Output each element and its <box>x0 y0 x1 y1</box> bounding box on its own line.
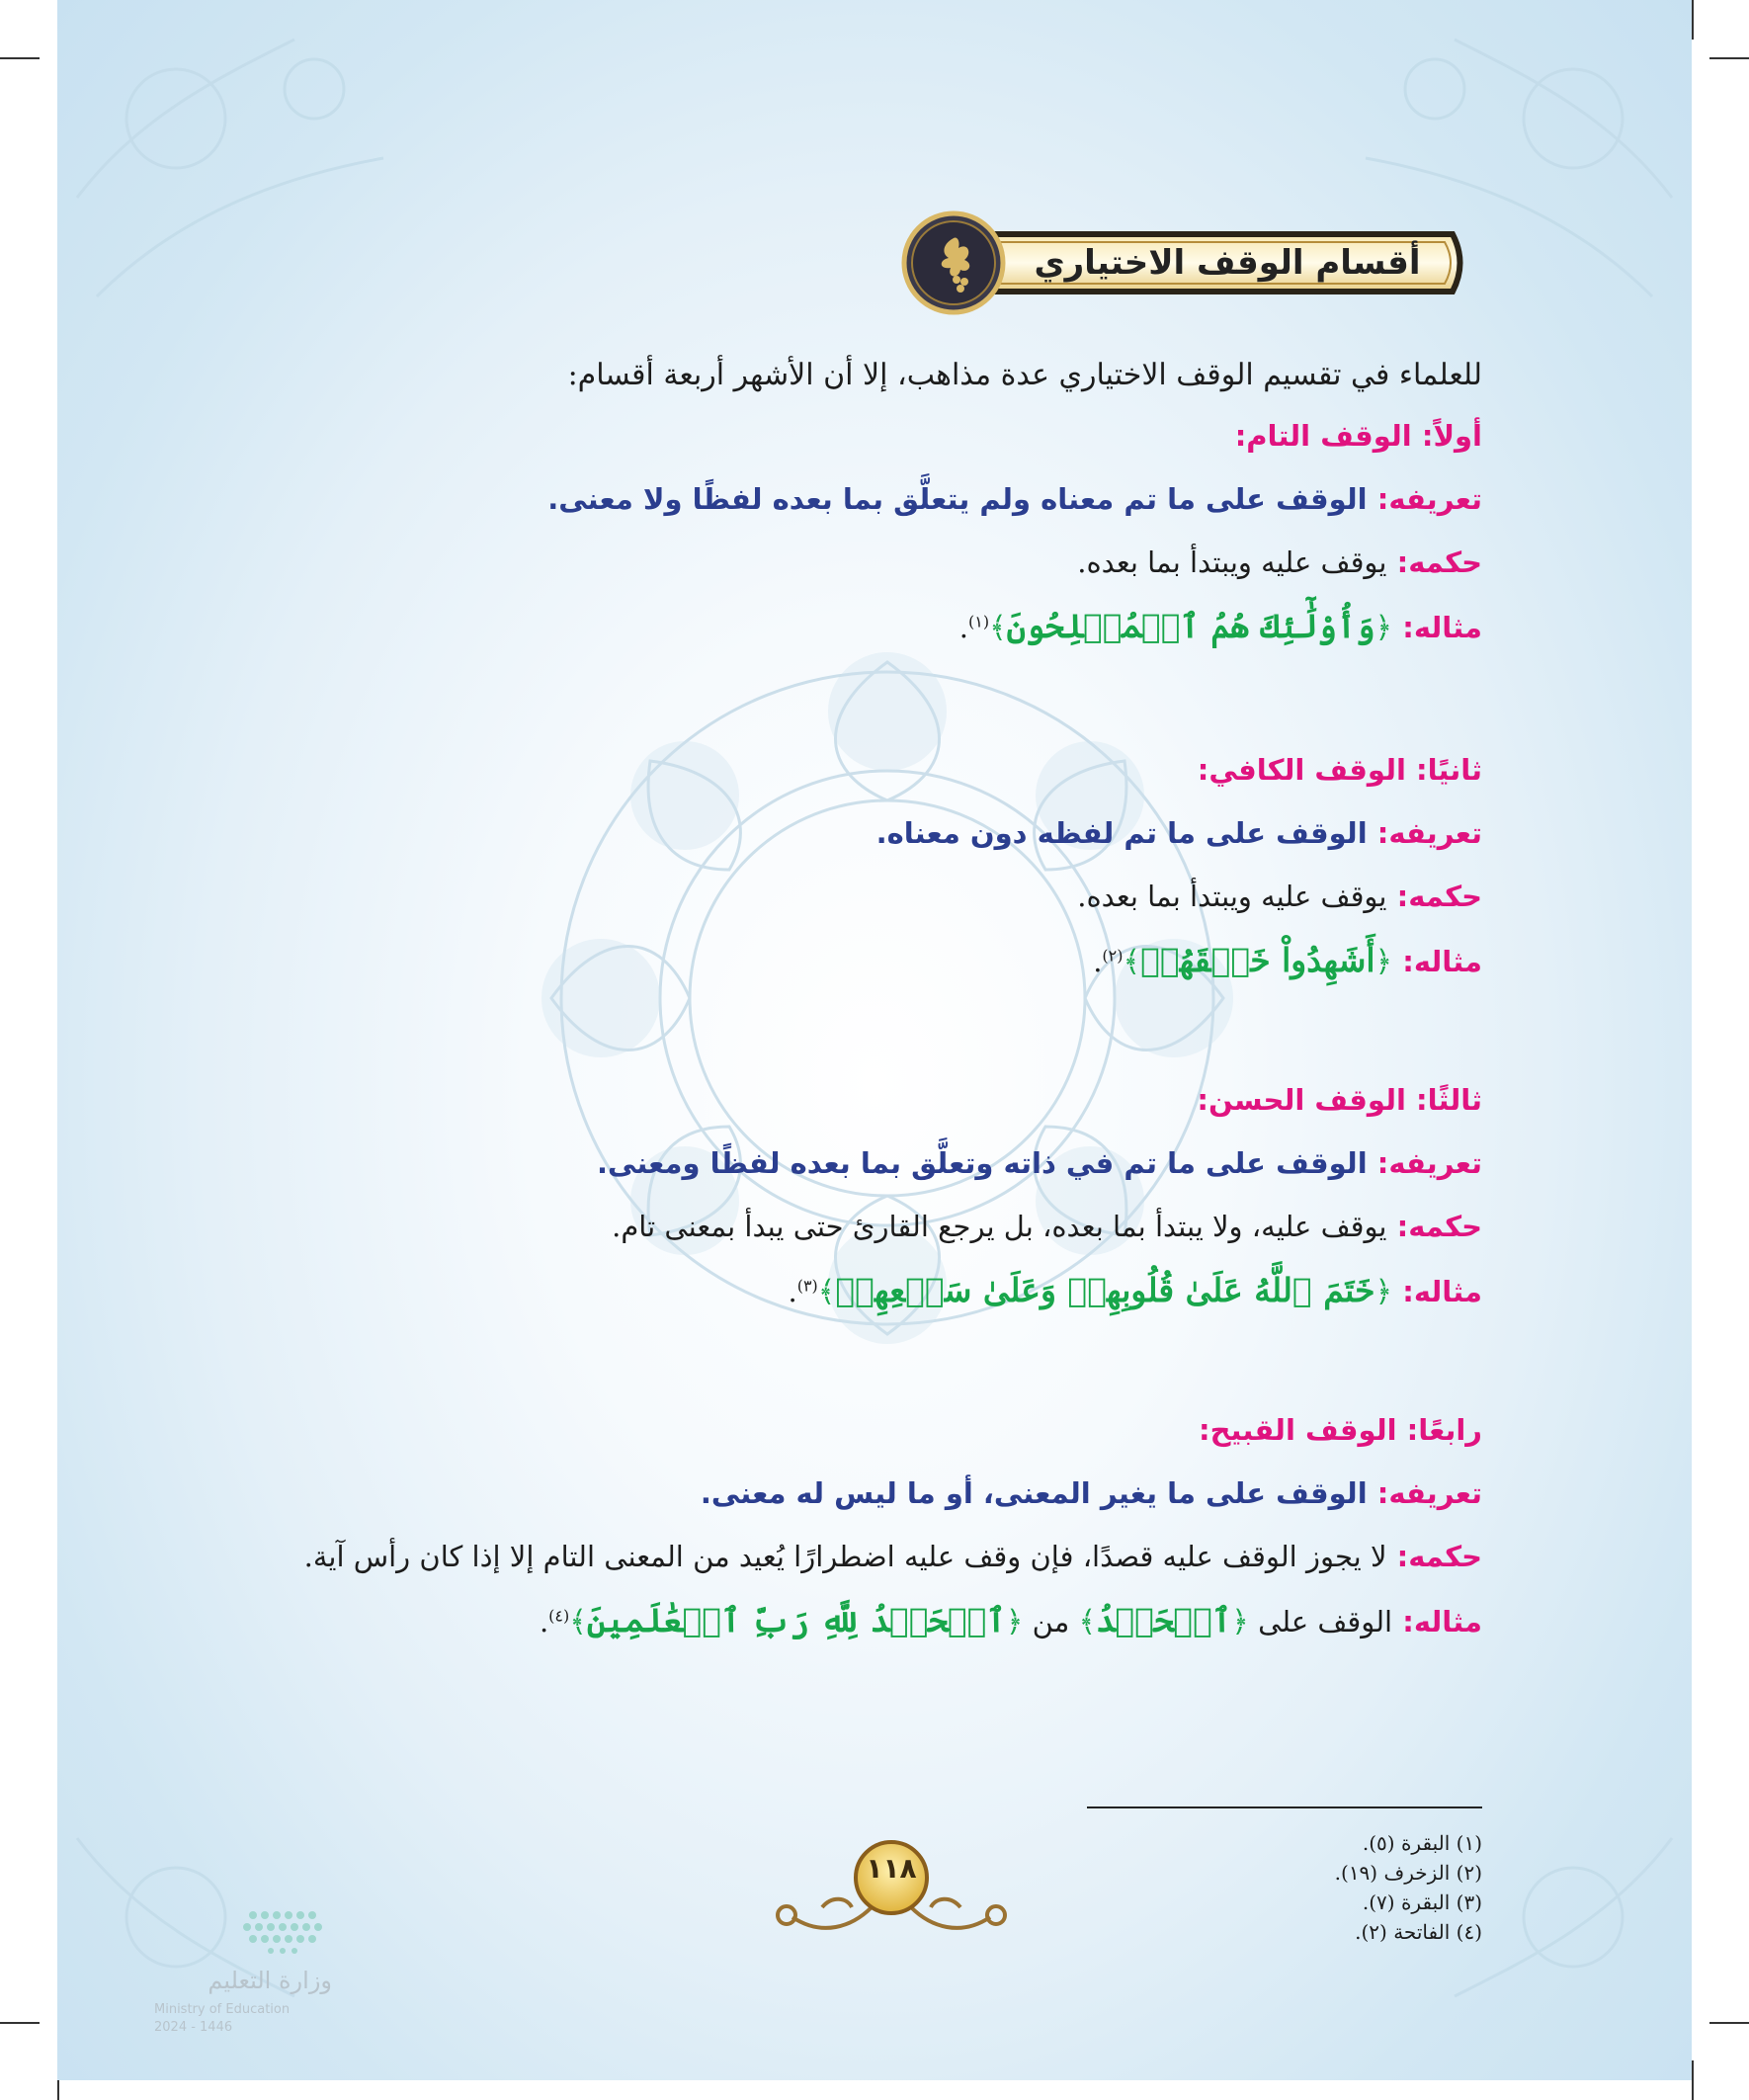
crop-mark <box>1692 0 1694 40</box>
intro-paragraph: للعلماء في تقسيم الوقف الاختياري عدة مذاهب، إلا أن الأشهر أربعة أقسام: <box>567 358 1482 392</box>
crop-mark <box>1692 2060 1694 2100</box>
example-label: مثاله <box>1413 1275 1482 1308</box>
footnote-item: (١) البقرة (٥). <box>1362 1831 1482 1855</box>
ruling-line: حكمه: لا يجوز الوقف عليه قصدًا، فإن وقف عليه اضطرارًا يُعيد من المعنى التام إلا إذا كان رأس آية. <box>303 1540 1482 1573</box>
ministry-name-ar: وزارة التعليم <box>208 1967 332 1994</box>
ministry-name-en: Ministry of Education <box>154 2002 291 2017</box>
section-heading: ثالثًا: الوقف الحسن: <box>1197 1083 1482 1117</box>
definition-label: تعريفه <box>1388 1146 1482 1180</box>
ruling-text: يوقف عليه، ولا يبتدأ بما بعده، بل يرجع القارئ حتى يبدأ بمعنى تام. <box>612 1210 1387 1243</box>
footnote-item: (٢) الزخرف (١٩). <box>1334 1861 1482 1885</box>
section-heading: رابعًا: الوقف القبيح: <box>1199 1413 1482 1447</box>
page-title: أقسام الوقف الاختياري <box>1034 243 1421 283</box>
definition-line: تعريفه: الوقف على ما يغير المعنى، أو ما ليس له معنى. <box>700 1476 1482 1510</box>
quran-verse: أَشَهِدُواْ خَلۡقَهُمۡ <box>1140 941 1375 979</box>
section-heading: أولاً: الوقف التام: <box>1234 419 1482 453</box>
quran-verse: ٱلۡحَمۡدُ لِلَّهِ رَبِّ ٱلۡعَٰلَمِينَ <box>586 1601 1006 1639</box>
ruling-text: لا يجوز الوقف عليه قصدًا، فإن وقف عليه اضطرارًا يُعيد من المعنى التام إلا إذا كان رأس آية. <box>303 1540 1387 1573</box>
example-line: مثاله: الوقف على ﴿ٱلۡحَمۡدُ﴾ من ﴿ٱلۡحَمۡدُ لِلَّهِ رَبِّ ٱلۡعَٰلَمِينَ﴾$^{(٤)}$. <box>539 1601 1482 1639</box>
crop-mark <box>1709 57 1749 59</box>
example-label: مثاله <box>1413 1605 1482 1638</box>
ministry-logo <box>154 1905 332 2044</box>
ministry-year: 2024 - 1446 <box>154 2020 233 2035</box>
corner-ornament-icon <box>57 0 413 356</box>
ruling-text: يوقف عليه ويبتدأ بما بعده. <box>1077 880 1387 913</box>
crop-mark <box>0 2022 40 2024</box>
quran-verse: ٱلۡحَمۡدُ <box>1096 1601 1232 1639</box>
ruling-label: حكمه <box>1408 1210 1482 1243</box>
ruling-text: يوقف عليه ويبتدأ بما بعده. <box>1077 546 1387 579</box>
footnote-ref: (١) <box>967 612 990 631</box>
footnote-ref: (٣) <box>796 1276 818 1296</box>
ruling-line: حكمه: يوقف عليه، ولا يبتدأ بما بعده، بل يرجع القارئ حتى يبدأ بمعنى تام. <box>612 1210 1482 1243</box>
definition-label: تعريفه <box>1388 816 1482 850</box>
example-line: مثاله: ﴿وَأُوْلَٰٓئِكَ هُمُ ٱلۡمُفۡلِحُونَ﴾$^{(١)}$. <box>958 607 1482 645</box>
crop-mark <box>1709 2022 1749 2024</box>
example-label: مثاله <box>1413 945 1482 978</box>
book-page <box>57 0 1692 2080</box>
footnote-item: (٤) الفاتحة (٢). <box>1355 1920 1482 1944</box>
ruling-label: حكمه <box>1408 546 1482 579</box>
definition-text: الوقف على ما يغير المعنى، أو ما ليس له معنى. <box>700 1476 1368 1510</box>
footnote-divider <box>1087 1806 1482 1808</box>
page-number: ١١٨ <box>866 1852 917 1885</box>
section-heading: ثانيًا: الوقف الكافي: <box>1197 753 1482 787</box>
footnotes <box>1087 1828 1482 1947</box>
ruling-label: حكمه <box>1408 880 1482 913</box>
section-title-banner <box>899 205 1482 321</box>
definition-text: الوقف على ما تم لفظه دون معناه. <box>875 816 1368 850</box>
quran-verse: وَأُوْلَٰٓئِكَ هُمُ ٱلۡمُفۡلِحُونَ <box>1006 607 1375 645</box>
footnote-item: (٣) البقرة (٧). <box>1362 1890 1482 1914</box>
page-number-badge <box>852 1838 931 1917</box>
definition-line: تعريفه: الوقف على ما تم معناه ولم يتعلَّق بما بعده لفظًا ولا معنى. <box>547 482 1482 516</box>
definition-line: تعريفه: الوقف على ما تم لفظه دون معناه. <box>875 816 1482 850</box>
definition-label: تعريفه <box>1388 482 1482 516</box>
footnote-ref: (٤) <box>548 1606 570 1626</box>
example-line: مثاله: ﴿أَشَهِدُواْ خَلۡقَهُمۡ﴾$^{(٢)}$. <box>1093 941 1482 979</box>
rosette-ornament-icon <box>443 553 1332 1443</box>
crop-mark <box>0 57 40 59</box>
definition-text: الوقف على ما تم معناه ولم يتعلَّق بما بعده لفظًا ولا معنى. <box>547 482 1368 516</box>
definition-text: الوقف على ما تم في ذاته وتعلَّق بما بعده لفظًا ومعنى. <box>596 1146 1368 1180</box>
example-mid: من <box>1032 1605 1070 1638</box>
quran-verse: خَتَمَ ٱللَّهُ عَلَىٰ قُلُوبِهِمۡ وَعَلَىٰ سَمۡعِهِمۡ <box>835 1271 1375 1309</box>
example-prefix: الوقف على <box>1258 1605 1393 1638</box>
definition-line: تعريفه: الوقف على ما تم في ذاته وتعلَّق بما بعده لفظًا ومعنى. <box>596 1146 1482 1180</box>
grape-vine-emblem-icon <box>899 209 1008 317</box>
ruling-label: حكمه <box>1408 1540 1482 1573</box>
example-line: مثاله: ﴿خَتَمَ ٱللَّهُ عَلَىٰ قُلُوبِهِمۡ وَعَلَىٰ سَمۡعِهِمۡ﴾$^{(٣)}$. <box>788 1271 1482 1309</box>
ministry-dots-logo-icon <box>154 1905 332 1955</box>
example-label: مثاله <box>1413 611 1482 644</box>
definition-label: تعريفه <box>1388 1476 1482 1510</box>
ruling-line: حكمه: يوقف عليه ويبتدأ بما بعده. <box>1077 546 1482 579</box>
footnote-ref: (٢) <box>1102 946 1124 966</box>
ruling-line: حكمه: يوقف عليه ويبتدأ بما بعده. <box>1077 880 1482 913</box>
